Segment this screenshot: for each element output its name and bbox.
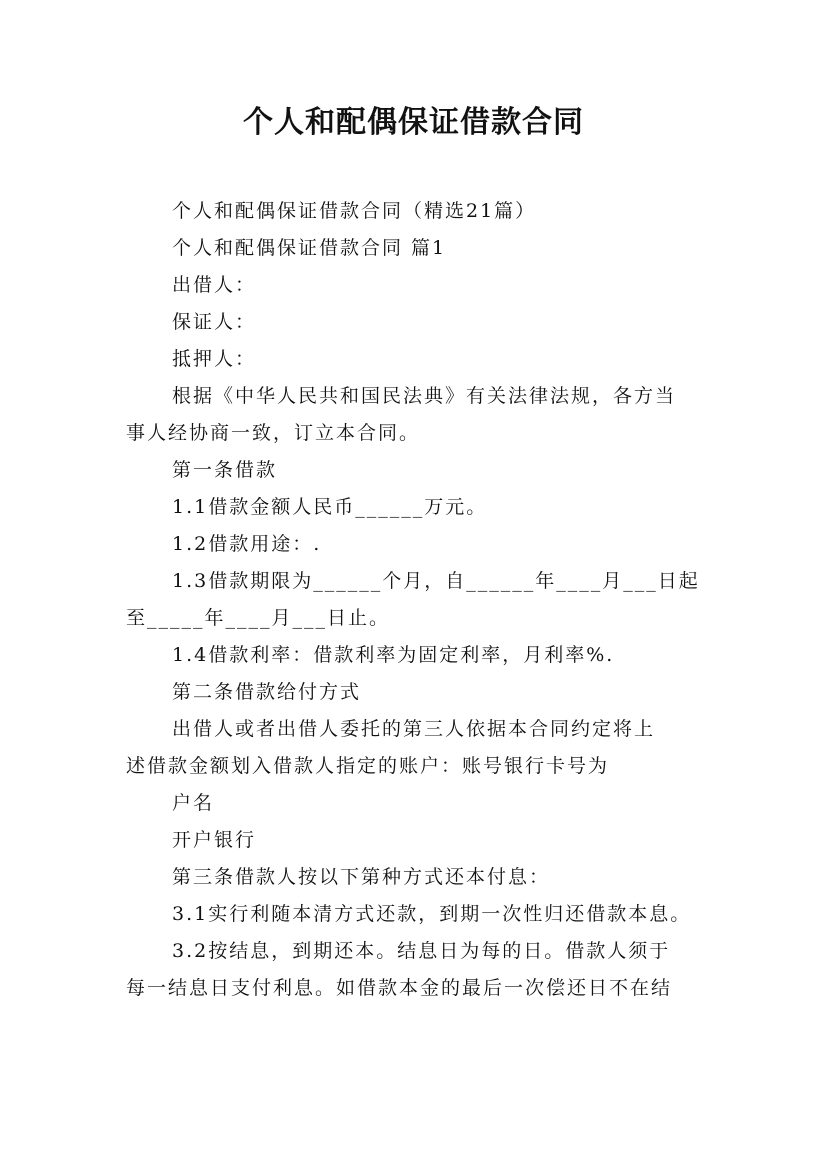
- paragraph-line: 1.2借款用途：.: [172, 533, 322, 555]
- paragraph-line: 1.4借款利率：借款利率为固定利率，月利率%.: [172, 644, 615, 666]
- paragraph-line: 事人经协商一致，订立本合同。: [126, 422, 421, 444]
- paragraph-line: 保证人：: [172, 311, 257, 333]
- paragraph-line: 第二条借款给付方式: [172, 681, 362, 703]
- paragraph-line: 抵押人：: [172, 348, 257, 370]
- paragraph-line: 开户银行: [172, 829, 257, 851]
- document-body: [126, 193, 706, 1007]
- paragraph-line: 述借款金额划入借款人指定的账户：账号银行卡号为: [126, 755, 610, 777]
- paragraph-line: 出借人或者出借人委托的第三人依据本合同约定将上: [172, 718, 656, 740]
- paragraph-line: 3.2按结息，到期还本。结息日为每的日。借款人须于: [172, 940, 671, 962]
- paragraph-line: 户名: [172, 792, 215, 814]
- paragraph-line: 每一结息日支付利息。如借款本金的最后一次偿还日不在结: [126, 977, 673, 999]
- paragraph-line: 第三条借款人按以下第种方式还本付息：: [172, 866, 551, 888]
- paragraph-line: 至_____年____月___日止。: [126, 607, 391, 629]
- paragraph-line: 3.1实行利随本清方式还款，到期一次性归还借款本息。: [172, 903, 692, 925]
- document-title: 个人和配偶保证借款合同: [243, 105, 584, 140]
- paragraph-line: 出借人：: [172, 274, 257, 296]
- paragraph-line: 1.3借款期限为______个月，自______年____月___日起: [172, 570, 700, 592]
- paragraph-line: 第一条借款: [172, 459, 278, 481]
- paragraph-line: 个人和配偶保证借款合同（精选21篇）: [172, 200, 537, 222]
- paragraph-line: 1.1借款金额人民币______万元。: [172, 496, 488, 518]
- paragraph-line: 个人和配偶保证借款合同 篇1: [172, 237, 447, 259]
- paragraph-line: 根据《中华人民共和国民法典》有关法律法规，各方当: [172, 385, 677, 407]
